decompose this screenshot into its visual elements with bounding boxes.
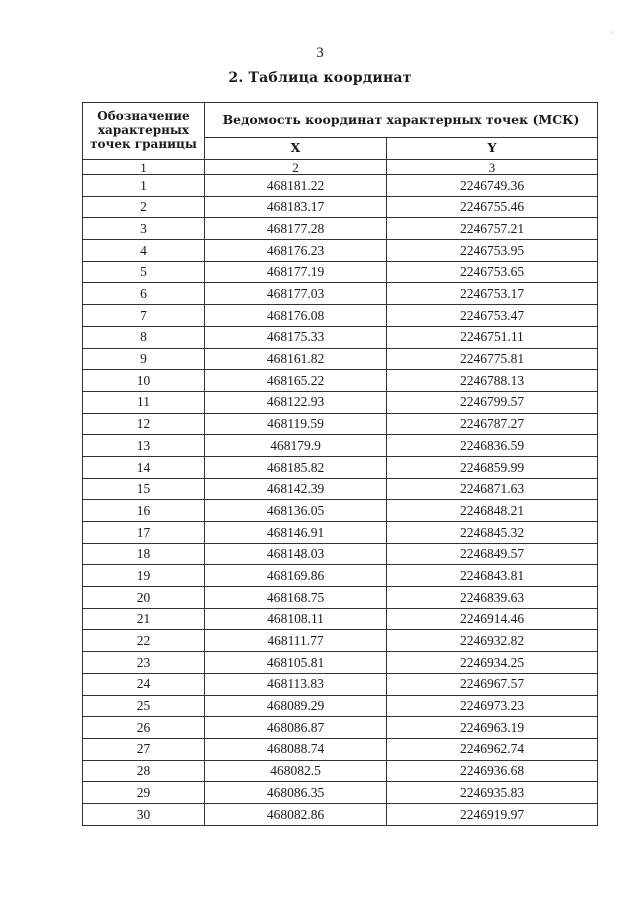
x-coordinate-cell: 468113.83 — [205, 673, 387, 695]
x-coordinate-cell: 468082.5 — [205, 760, 387, 782]
y-coordinate-cell: 2246935.83 — [387, 782, 598, 804]
table-row — [83, 196, 598, 218]
y-coordinate-cell: 2246962.74 — [387, 738, 598, 760]
x-coordinate-cell: 468176.08 — [205, 305, 387, 327]
y-coordinate-cell: 2246919.97 — [387, 803, 598, 825]
table-row — [83, 348, 598, 370]
y-coordinate-cell: 2246973.23 — [387, 695, 598, 717]
corner-mark: ' — [612, 30, 614, 40]
header-y: Y — [387, 138, 598, 160]
table-row — [83, 803, 598, 825]
point-number-cell: 12 — [83, 413, 205, 435]
y-coordinate-cell: 2246753.17 — [387, 283, 598, 305]
x-coordinate-cell: 468185.82 — [205, 456, 387, 478]
x-coordinate-cell: 468082.86 — [205, 803, 387, 825]
y-coordinate-cell: 2246871.63 — [387, 478, 598, 500]
point-number-cell: 6 — [83, 283, 205, 305]
y-coordinate-cell: 2246751.11 — [387, 326, 598, 348]
x-coordinate-cell: 468111.77 — [205, 630, 387, 652]
point-number-cell: 28 — [83, 760, 205, 782]
column-numbering-row — [83, 160, 598, 175]
table-row — [83, 565, 598, 587]
point-number-cell: 16 — [83, 500, 205, 522]
table-row — [83, 587, 598, 609]
table-row — [83, 782, 598, 804]
table-row — [83, 738, 598, 760]
y-coordinate-cell: 2246932.82 — [387, 630, 598, 652]
x-coordinate-cell: 468175.33 — [205, 326, 387, 348]
table-row — [83, 673, 598, 695]
point-number-cell: 3 — [83, 218, 205, 240]
point-number-cell: 4 — [83, 240, 205, 262]
x-coordinate-cell: 468169.86 — [205, 565, 387, 587]
x-coordinate-cell: 468086.35 — [205, 782, 387, 804]
table-row — [83, 326, 598, 348]
y-coordinate-cell: 2246845.32 — [387, 522, 598, 544]
table-row — [83, 261, 598, 283]
y-coordinate-cell: 2246848.21 — [387, 500, 598, 522]
point-number-cell: 8 — [83, 326, 205, 348]
point-number-cell: 11 — [83, 391, 205, 413]
x-coordinate-cell: 468105.81 — [205, 652, 387, 674]
point-number-cell: 14 — [83, 456, 205, 478]
table-row — [83, 435, 598, 457]
y-coordinate-cell: 2246753.95 — [387, 240, 598, 262]
table-row — [83, 630, 598, 652]
column-number-2: 2 — [205, 160, 387, 175]
table-row — [83, 240, 598, 262]
y-coordinate-cell: 2246967.57 — [387, 673, 598, 695]
y-coordinate-cell: 2246799.57 — [387, 391, 598, 413]
y-coordinate-cell: 2246936.68 — [387, 760, 598, 782]
x-coordinate-cell: 468146.91 — [205, 522, 387, 544]
x-coordinate-cell: 468181.22 — [205, 175, 387, 197]
point-number-cell: 29 — [83, 782, 205, 804]
point-number-cell: 20 — [83, 587, 205, 609]
point-number-cell: 13 — [83, 435, 205, 457]
y-coordinate-cell: 2246836.59 — [387, 435, 598, 457]
table-row — [83, 478, 598, 500]
x-coordinate-cell: 468168.75 — [205, 587, 387, 609]
header-coordinates-group: Ведомость координат характерных точек (МСК) — [205, 103, 598, 138]
y-coordinate-cell: 2246843.81 — [387, 565, 598, 587]
point-number-cell: 2 — [83, 196, 205, 218]
x-coordinate-cell: 468142.39 — [205, 478, 387, 500]
point-number-cell: 21 — [83, 608, 205, 630]
x-coordinate-cell: 468086.87 — [205, 717, 387, 739]
y-coordinate-cell: 2246914.46 — [387, 608, 598, 630]
x-coordinate-cell: 468177.28 — [205, 218, 387, 240]
table-row — [83, 305, 598, 327]
section-title: 2. Таблица координат — [228, 70, 412, 86]
point-number-cell: 27 — [83, 738, 205, 760]
point-number-cell: 17 — [83, 522, 205, 544]
table-row — [83, 500, 598, 522]
table-row — [83, 608, 598, 630]
point-number-cell: 24 — [83, 673, 205, 695]
x-coordinate-cell: 468183.17 — [205, 196, 387, 218]
point-number-cell: 7 — [83, 305, 205, 327]
table-row — [83, 413, 598, 435]
x-coordinate-cell: 468161.82 — [205, 348, 387, 370]
y-coordinate-cell: 2246788.13 — [387, 370, 598, 392]
y-coordinate-cell: 2246757.21 — [387, 218, 598, 240]
table-row — [83, 391, 598, 413]
page-number: 3 — [316, 45, 324, 61]
y-coordinate-cell: 2246755.46 — [387, 196, 598, 218]
y-coordinate-cell: 2246859.99 — [387, 456, 598, 478]
point-number-cell: 10 — [83, 370, 205, 392]
table-row — [83, 760, 598, 782]
header-point-designation: Обозначение характерных точек границы — [83, 103, 205, 160]
column-number-3: 3 — [387, 160, 598, 175]
y-coordinate-cell: 2246839.63 — [387, 587, 598, 609]
x-coordinate-cell: 468108.11 — [205, 608, 387, 630]
x-coordinate-cell: 468088.74 — [205, 738, 387, 760]
x-coordinate-cell: 468179.9 — [205, 435, 387, 457]
x-coordinate-cell: 468122.93 — [205, 391, 387, 413]
y-coordinate-cell: 2246849.57 — [387, 543, 598, 565]
x-coordinate-cell: 468176.23 — [205, 240, 387, 262]
x-coordinate-cell: 468177.19 — [205, 261, 387, 283]
point-number-cell: 22 — [83, 630, 205, 652]
x-coordinate-cell: 468089.29 — [205, 695, 387, 717]
x-coordinate-cell: 468136.05 — [205, 500, 387, 522]
table-row — [83, 522, 598, 544]
point-number-cell: 23 — [83, 652, 205, 674]
table-row — [83, 652, 598, 674]
y-coordinate-cell: 2246787.27 — [387, 413, 598, 435]
table-row — [83, 717, 598, 739]
y-coordinate-cell: 2246775.81 — [387, 348, 598, 370]
point-number-cell: 30 — [83, 803, 205, 825]
header-x: X — [205, 138, 387, 160]
point-number-cell: 19 — [83, 565, 205, 587]
coordinates-table — [82, 102, 598, 826]
point-number-cell: 15 — [83, 478, 205, 500]
table-row — [83, 218, 598, 240]
y-coordinate-cell: 2246753.47 — [387, 305, 598, 327]
y-coordinate-cell: 2246934.25 — [387, 652, 598, 674]
x-coordinate-cell: 468165.22 — [205, 370, 387, 392]
x-coordinate-cell: 468148.03 — [205, 543, 387, 565]
point-number-cell: 1 — [83, 175, 205, 197]
table-row — [83, 456, 598, 478]
point-number-cell: 5 — [83, 261, 205, 283]
point-number-cell: 26 — [83, 717, 205, 739]
y-coordinate-cell: 2246963.19 — [387, 717, 598, 739]
point-number-cell: 18 — [83, 543, 205, 565]
point-number-cell: 9 — [83, 348, 205, 370]
x-coordinate-cell: 468119.59 — [205, 413, 387, 435]
y-coordinate-cell: 2246749.36 — [387, 175, 598, 197]
point-number-cell: 25 — [83, 695, 205, 717]
table-row — [83, 370, 598, 392]
table-row — [83, 695, 598, 717]
column-number-1: 1 — [83, 160, 205, 175]
table-row — [83, 175, 598, 197]
y-coordinate-cell: 2246753.65 — [387, 261, 598, 283]
table-row — [83, 543, 598, 565]
table-row — [83, 283, 598, 305]
x-coordinate-cell: 468177.03 — [205, 283, 387, 305]
